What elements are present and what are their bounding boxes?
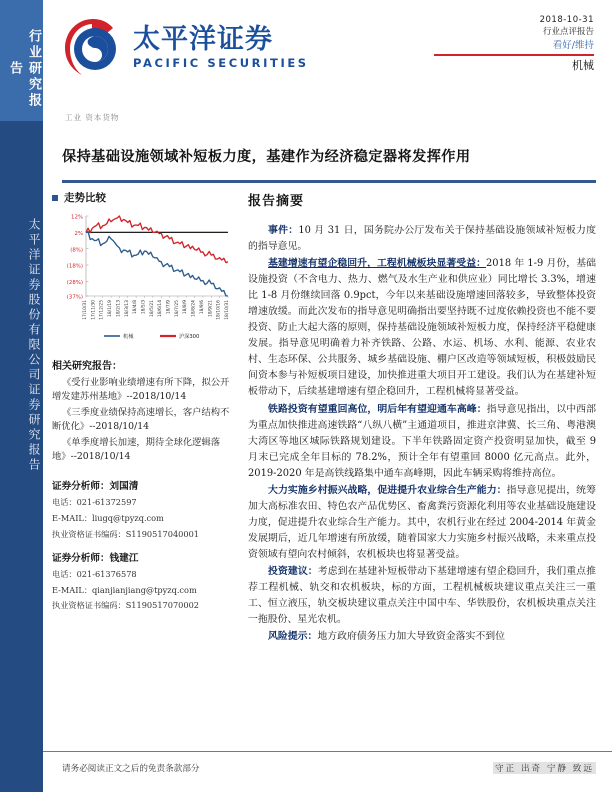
related-report-item[interactable]: 《单季度增长加速，期待全球化逻辑落地》--2018/10/14 (52, 436, 221, 463)
svg-text:18/7/25: 18/7/25 (174, 300, 180, 317)
svg-text:(28%): (28%) (66, 279, 83, 286)
footer-disclaimer: 请务必阅读正文之后的免责条款部分 (62, 764, 200, 774)
summary-paragraph (248, 256, 596, 400)
rating-badge: 看好/维持 (552, 39, 594, 51)
right-column (248, 190, 596, 646)
analyst-license: 执业资格证书编码：S1190517040001 (52, 528, 200, 539)
svg-text:18/8/9: 18/8/9 (183, 300, 189, 315)
analyst-phone: 电话：021-61372597 (52, 497, 137, 508)
chart-heading-label: 走势比较 (64, 192, 106, 204)
svg-text:18/6/14: 18/6/14 (158, 300, 164, 317)
svg-text:沪深300: 沪深300 (179, 334, 200, 341)
page-title: 保持基础设施领域补短板力度，基建作为经济稳定器将发挥作用 (62, 149, 471, 165)
svg-text:18/5/21: 18/5/21 (149, 300, 155, 317)
summary-paragraph (248, 629, 596, 645)
svg-text:17/12/25: 17/12/25 (99, 300, 105, 320)
logo-text-chinese: 太平洋证券 (133, 24, 273, 56)
svg-text:(37%): (37%) (66, 294, 83, 301)
sector-classification: 工业 资本货物 (65, 113, 120, 122)
meta-divider (434, 54, 594, 56)
paragraph-text: 地方政府债务压力加大导致资金落实不到位 (317, 631, 506, 643)
svg-text:18/9/21: 18/9/21 (208, 300, 214, 317)
svg-text:18/2/13: 18/2/13 (116, 300, 122, 317)
logo-text-english: PACIFIC SECURITIES (133, 55, 309, 70)
report-meta (434, 14, 594, 74)
left-column (52, 190, 232, 614)
pacific-securities-logo-icon (61, 16, 125, 80)
summary-body (248, 223, 596, 645)
svg-text:18/9/6: 18/9/6 (199, 300, 205, 315)
left-sidebar (0, 0, 43, 792)
paragraph-lead: 基建增速有望企稳回升，工程机械板块显著受益： (268, 258, 487, 270)
paragraph-text: 10 月 31 日，国务院办公厅发布关于保持基础设施领域补短板力度的指导意见。 (248, 225, 596, 253)
sidebar-title: 行业研究报告 (7, 29, 41, 109)
analyst-name: 证券分析师：钱建江 (52, 553, 139, 565)
analyst-phone: 电话：021-61376578 (52, 569, 137, 580)
summary-heading: 报告摘要 (248, 194, 305, 209)
footer-slogan: 守正 出奇 宁静 致远 (495, 764, 594, 774)
svg-text:(18%): (18%) (66, 263, 83, 270)
svg-text:12%: 12% (71, 214, 83, 221)
svg-text:18/1/19: 18/1/19 (108, 300, 114, 317)
chart-section-heading (52, 190, 232, 205)
svg-text:18/3/13: 18/3/13 (124, 300, 130, 317)
svg-text:机械: 机械 (123, 334, 134, 341)
paragraph-lead: 大力实施乡村振兴战略，促进提升农业综合生产能力： (268, 484, 507, 496)
trend-comparison-chart (52, 208, 230, 343)
footer-divider (43, 751, 612, 753)
paragraph-lead: 投资建议： (268, 565, 318, 577)
summary-paragraph (248, 483, 596, 563)
related-reports-heading: 相关研究报告： (52, 361, 122, 372)
svg-text:17/11/30: 17/11/30 (91, 300, 97, 320)
related-report-item[interactable]: 《三季度业绩保持高速增长，客户结构不断优化》--2018/10/14 (52, 406, 230, 433)
analyst-license: 执业资格证书编码：S1190517070002 (52, 600, 200, 611)
svg-text:17/10/31: 17/10/31 (83, 300, 88, 320)
paragraph-text: 考虑到在基建补短板带动下基建增速有望企稳回升，我们重点推荐工程机械、轨交和农机板块，标的方面，工程机械板块建议重点关注三一重工、恒立液压，轨交板块建议重点关注中国中车、华铁股份，农机板块重点关注一拖股份、星光农机。 (248, 565, 596, 626)
summary-paragraph (248, 223, 596, 255)
industry-label: 机械 (572, 59, 594, 73)
svg-text:18/8/24: 18/8/24 (191, 300, 197, 317)
related-report-item[interactable]: 《受行业影响业绩增速有所下降，拟公开增发建苏州基地》--2018/10/14 (52, 377, 230, 403)
svg-text:18/10/16: 18/10/16 (216, 300, 222, 320)
svg-text:18/7/9: 18/7/9 (166, 300, 172, 315)
svg-text:18/5/3: 18/5/3 (141, 300, 147, 315)
report-header (43, 0, 612, 140)
square-bullet-icon (52, 195, 58, 201)
summary-paragraph (248, 402, 596, 482)
svg-text:(8%): (8%) (70, 247, 83, 254)
analyst-name: 证券分析师：刘国清 (52, 481, 139, 493)
paragraph-text: 2018 年 1-9 月份，基础设施投资（不含电力、热力、燃气及水生产业和供应业）同比增长 3.3%，增速比 1-8 月份继续回落 0.9pct，今年以来基础设施增速回落较多，导致整体投资增速放缓。而此次发布的指导意见明确指出要坚持既不过度依赖投资也不能不要投资、防止大起大落的原则，保持基础设施领域补短板力度，保持经济平稳健康发展。指导意见明确着力补齐铁路、公路、水运、机场、水利、能源、农业农村、生态环保、公共服务、城乡基础设施、棚户区改造等领域短板，积极鼓励民间资本参与补短板项目建设，加快推进重大项目开工建设。我们认为在基建补短板带动下，后续基建增速有望企稳回升，工程机械将显著受益。 (248, 258, 596, 398)
paragraph-lead: 铁路投资有望重回高位，明后年有望迎通车高峰： (268, 403, 487, 415)
analyst-email[interactable]: E-MAIL：liugq@tpyzq.com (52, 513, 164, 524)
analyst-email[interactable]: E-MAIL：qianjianjiang@tpyzq.com (52, 584, 197, 595)
report-type: 行业点评报告 (542, 27, 594, 38)
svg-text:18/10/31: 18/10/31 (225, 300, 230, 320)
svg-text:18/4/8: 18/4/8 (133, 300, 139, 315)
sidebar-subtitle: 太平洋证券股份有限公司证券研究报告 (27, 217, 41, 473)
paragraph-text: 指导意见提出，统筹加大高标准农田、特色农产品优势区、畜禽粪污资源化利用等农业基础设施建设力度，促进提升农业综合生产能力。其中，农机行业在经过 2004-2014 年黄金发展期后，近几年增速有所放缓，随着国家大力实施乡村振兴战略，未来重点投资领域有望向农村倾斜，农机板块也将显著受益。 (248, 484, 596, 560)
summary-paragraph (248, 564, 596, 628)
paragraph-lead: 风险提示： (268, 631, 318, 643)
paragraph-lead: 事件： (268, 225, 299, 236)
page-footer (62, 762, 596, 774)
company-logo (61, 16, 309, 80)
report-date: 2018-10-31 (539, 15, 594, 25)
title-divider (62, 180, 596, 183)
svg-text:2%: 2% (74, 230, 83, 237)
analyst-block (52, 478, 232, 613)
paragraph-text: 指导意见指出，以中西部为重点加快推进高速铁路“八纵八横”主通道项目，推进京津冀、长三角、粤港澳大湾区等地区城际铁路规划建设。下半年铁路固定资产投资明显加快，截至 9 月末已完成全年目标的 78.2%，预计全年有望重回 8000 亿元高点。此外，2019-2020 年是高铁线路集中通车高峰期，因此车辆采购将维持高位。 (248, 403, 596, 479)
